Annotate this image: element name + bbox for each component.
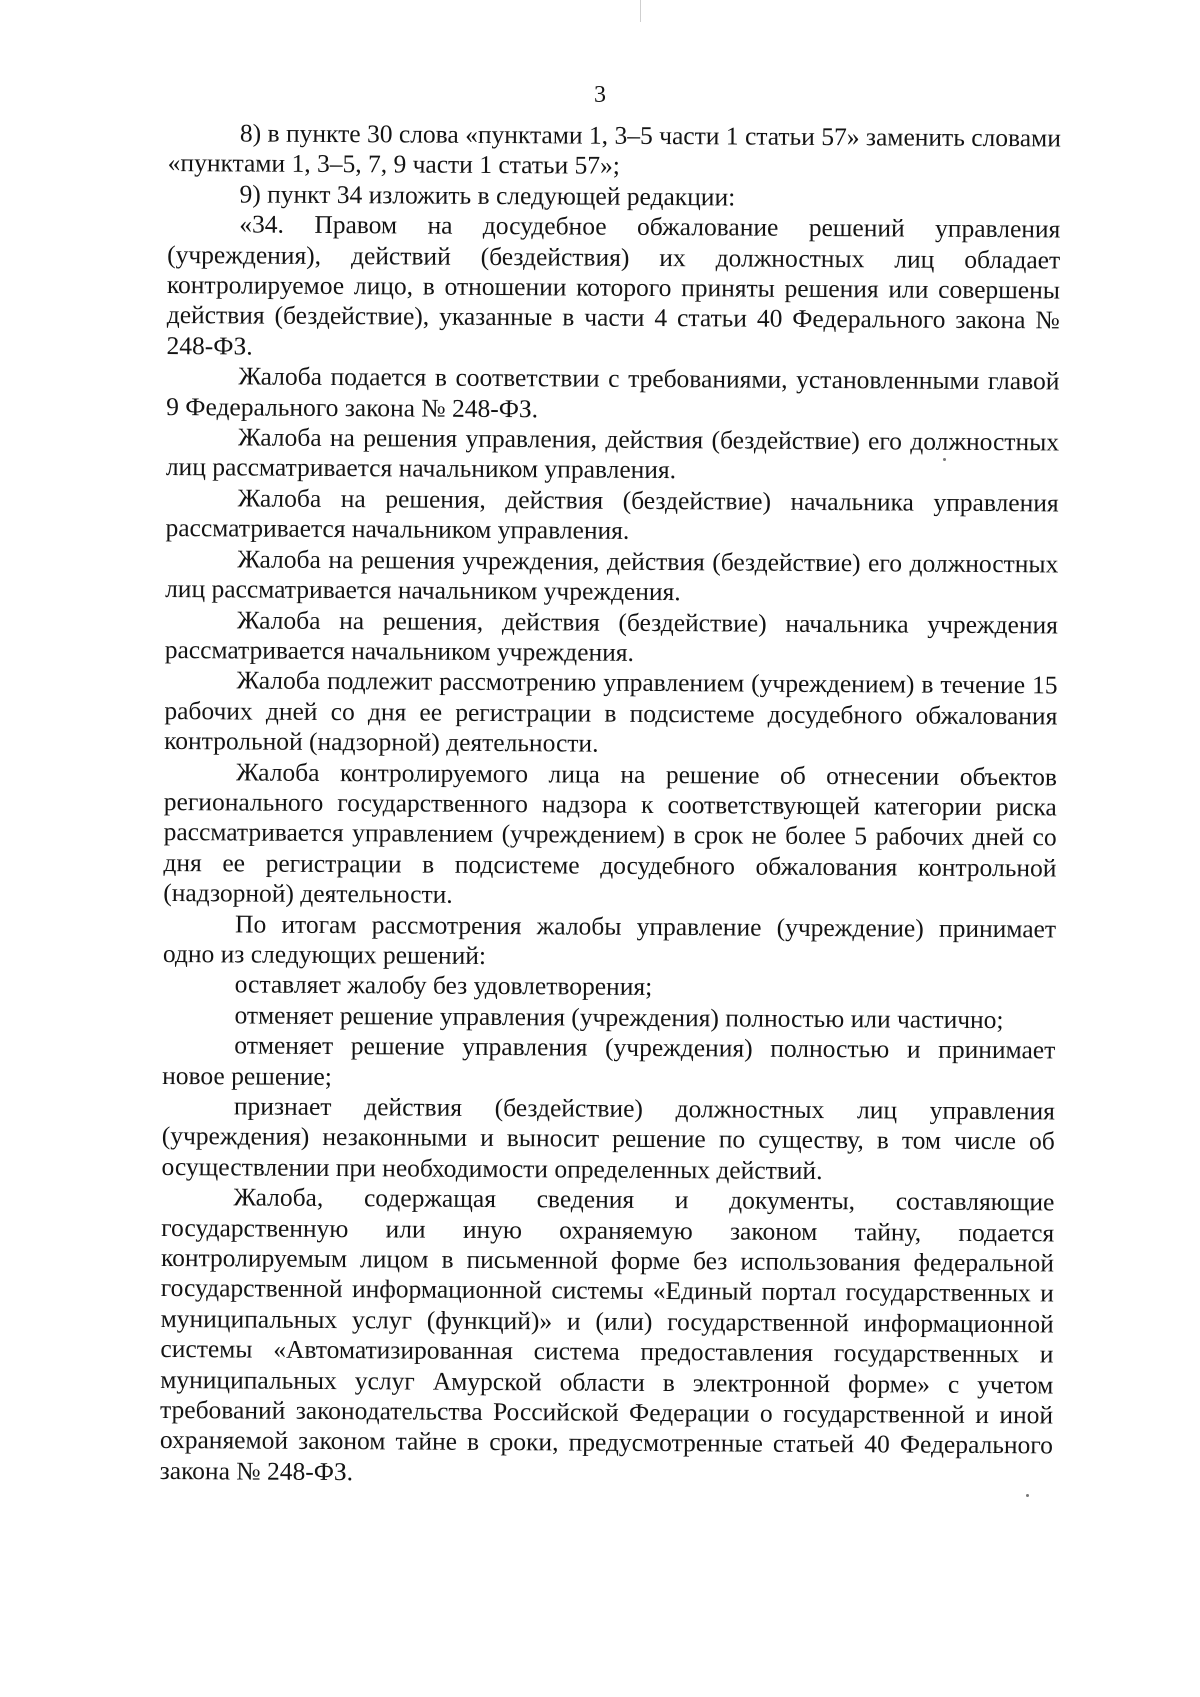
paragraph-review-term: Жалоба подлежит рассмотрению управлением (учреждением) в течение 15 рабочих дней со дня ее регистрации в подсистеме досудебного обжалования контрольной (надзорной) деятельности. [164,665,1058,758]
scan-artifact-dot [1026,1494,1029,1497]
paragraph-decision-option-2: отменяет решение управления (учреждения) полностью или частично; [234,1000,1004,1034]
paragraph-complaint-department-officials: Жалоба на решения управления, действия (бездействие) его должностных лиц рассматривается начальником управления. [165,422,1060,485]
paragraph-risk-category-complaint: Жалоба контролируемого лица на решение об отнесении объектов регионального государственного надзора к соответствующей категории риска рассматривается управлением (учреждением) в срок не более 5 рабочих дней со дня ее регистрации в подсистеме досудебного обжалования контрольной (надзорной) деятельности. [163,756,1058,909]
paragraph-complaint-department-head: Жалоба на решения, действия (бездействие) начальника управления рассматривается начальником управления. [165,483,1059,546]
paragraph-decision-option-3: отменяет решение управления (учреждения) полностью и принимает новое решение; [162,1030,1056,1091]
page-number: 3 [594,82,606,108]
paragraph-secret-information-complaint: Жалоба, содержащая сведения и документы, составляющие государственную или иную охраняемую законом тайну, подается контролируемым лицом в письменной форме без использования федеральной государственной информационной системы «Единый портал государственных и муниципальных услуг (функций)» и (или) государственной информационной системы «Автоматизированная система предоставления государственных и муниципальных услуг Амурской области в электронной форме» с учетом требований законодательства Российской Федерации о государственной и иной охраняемой законом тайне в сроки, предусмотренные статьей 40 Федерального закона № 248-ФЗ. [159,1182,1055,1487]
paragraph-decision-option-1: оставляет жалобу без удовлетворения; [234,969,653,1002]
paragraph-complaint-filing: Жалоба подается в соответствии с требованиями, установленными главой 9 Федерального закона № 248-ФЗ. [166,361,1060,423]
paragraph-complaint-institution-officials: Жалоба на решения учреждения, действия (бездействие) его должностных лиц рассматривается начальником учреждения. [165,544,1059,607]
paragraph-complaint-institution-head: Жалоба на решения, действия (бездействие) начальника учреждения рассматривается начальником учреждения. [164,604,1059,667]
paragraph-decision-option-4: признает действия (бездействие) должностных лиц управления (учреждения) незаконными и выносит решение по существу, в том числе об осуществлении при необходимости определенных действий. [161,1091,1056,1185]
paragraph-clause-34: «34. Правом на досудебное обжалование решений управления (учреждения), действий (бездействия) их должностных лиц обладает контролируемое лицо, в отношении которого приняты решения или совершены действия (бездействие), указанные в части 4 статьи 40 Федерального закона № 248-ФЗ. [166,209,1061,361]
paragraph-item-8: 8) в пункте 30 слова «пунктами 1, 3–5 части 1 статьи 57» заменить словами «пунктами 1, 3–5, 7, 9 части 1 статьи 57»; [167,118,1061,181]
paragraph-decisions-intro: По итогам рассмотрения жалобы управление (учреждение) принимает одно из следующих решений: [162,908,1057,970]
paragraph-item-9: 9) пункт 34 изложить в следующей редакции: [239,179,736,212]
scan-artifact-line [640,0,641,22]
document-body [160,118,1061,1492]
scan-artifact-dot [943,458,946,461]
